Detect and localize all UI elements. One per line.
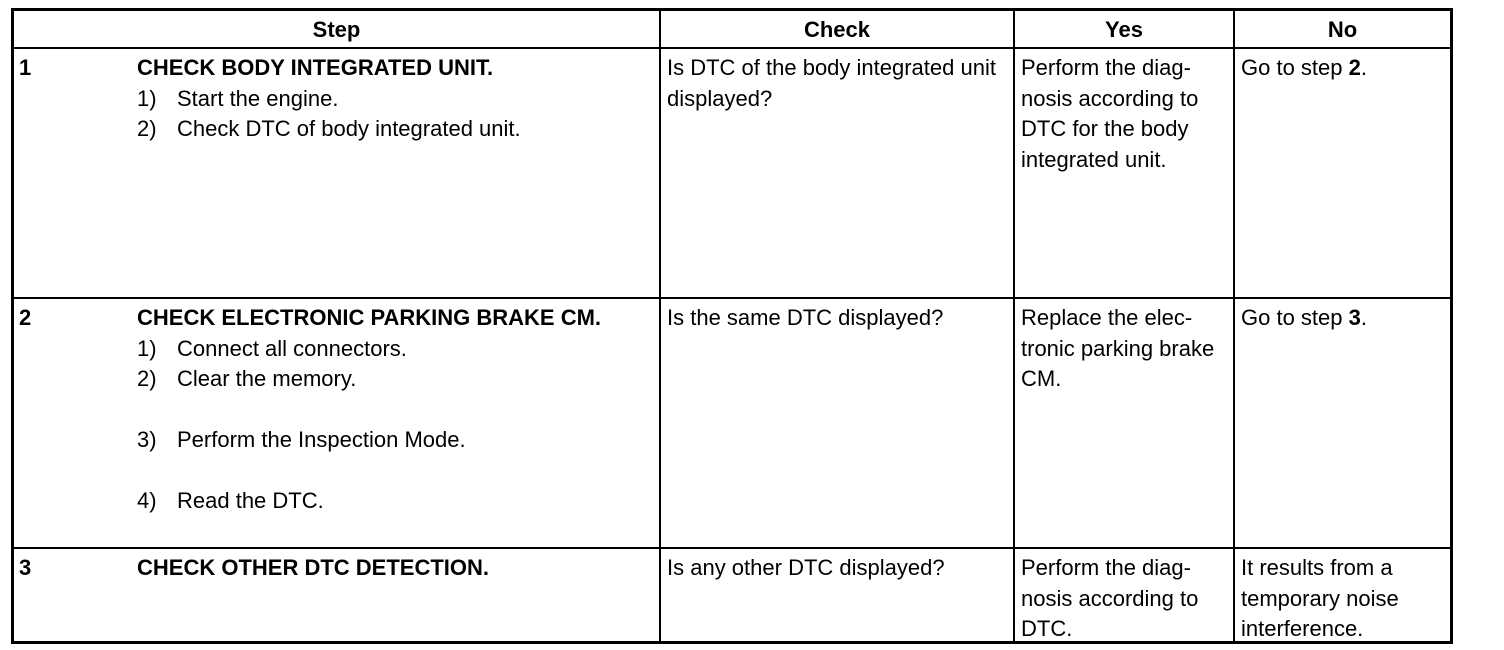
no-text-prefix: Go to step [1241,305,1349,330]
no-text-prefix: Go to step [1241,55,1349,80]
no-step-ref: 3 [1348,305,1361,330]
yes-text: Perform the diag-nosis according to DTC for the body integrated unit. [1021,55,1199,172]
substep-number: 2) [137,116,157,141]
step-title: CHECK ELECTRONIC PARKING BRAKE CM. [137,305,602,330]
substep-number: 4) [137,488,157,513]
step-number: 2 [19,305,32,330]
substep-text: Perform the Inspection Mode. [177,427,466,452]
substep-text: Clear the memory. [177,366,357,391]
step-title: CHECK BODY INTEGRATED UNIT. [137,55,494,80]
no-step-ref: 2 [1348,55,1361,80]
check-text: Is any other DTC displayed? [667,555,945,580]
substep [137,114,647,145]
step-content [137,53,647,145]
substep [137,425,627,456]
row-divider [14,297,1450,299]
diagnostic-table [11,8,1453,644]
step-content [137,553,647,584]
step-number: 3 [19,555,32,580]
yes-text: Replace the elec-tronic parking brake CM. [1021,305,1215,391]
substep-text: Start the engine. [177,85,339,111]
header-yes: Yes [1105,17,1143,42]
substep-number: 2) [137,366,157,391]
substep-text: Check DTC of body integrated unit. [177,116,521,141]
substep-text: Read the DTC. [177,488,324,513]
step-title: CHECK OTHER DTC DETECTION. [137,555,489,580]
header-check: Check [803,17,871,42]
substep-text: Connect all connectors. [177,335,407,361]
no-text [1241,53,1446,84]
substep-number: 3) [137,427,157,452]
check-text: Is DTC of the body integrated unit displayed? [667,55,996,111]
substep [137,486,627,517]
no-text: It results from a temporary noise interference. [1241,555,1399,641]
check-text: Is the same DTC displayed? [667,305,944,330]
header-no: No [1327,17,1358,42]
no-text-suffix: . [1360,305,1367,330]
no-text [1241,303,1446,334]
substep-number: 1) [137,85,157,111]
step-content [137,303,627,517]
substep [137,84,647,115]
step-number: 1 [19,55,32,80]
substep-number: 1) [137,335,157,361]
row-divider [14,547,1450,549]
substep [137,334,627,365]
no-text-suffix: . [1360,55,1367,80]
yes-text: Perform the diag-nosis according to DTC. [1021,555,1199,641]
substep [137,364,627,395]
header-step: Step [312,17,361,42]
